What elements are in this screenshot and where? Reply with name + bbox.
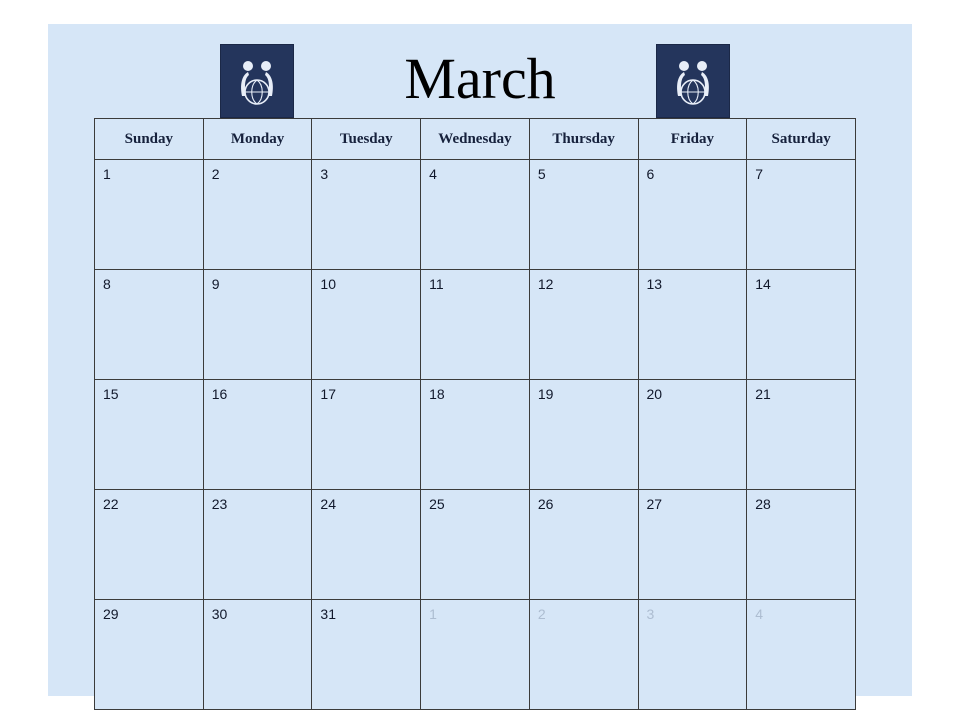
calendar-week-row <box>95 380 856 490</box>
calendar-day-cell[interactable]: 2 <box>203 160 312 270</box>
calendar-day-cell[interactable]: 6 <box>638 160 747 270</box>
calendar-day-cell[interactable]: 18 <box>421 380 530 490</box>
calendar-day-cell[interactable]: 17 <box>312 380 421 490</box>
calendar-day-cell[interactable]: 12 <box>529 270 638 380</box>
calendar-day-cell[interactable]: 22 <box>95 490 204 600</box>
calendar-day-cell-overflow[interactable]: 3 <box>638 600 747 710</box>
calendar-day-cell[interactable]: 20 <box>638 380 747 490</box>
calendar-day-cell[interactable]: 27 <box>638 490 747 600</box>
calendar-day-cell[interactable]: 19 <box>529 380 638 490</box>
calendar-day-cell-overflow[interactable]: 1 <box>421 600 530 710</box>
calendar-slide <box>48 24 912 696</box>
weekday-header-saturday: Saturday <box>747 119 856 160</box>
weekday-header-wednesday: Wednesday <box>421 119 530 160</box>
calendar-day-cell[interactable]: 11 <box>421 270 530 380</box>
calendar-day-cell[interactable]: 3 <box>312 160 421 270</box>
calendar-day-cell[interactable]: 5 <box>529 160 638 270</box>
gemini-twins-logo-right <box>656 44 730 118</box>
calendar-day-cell[interactable]: 15 <box>95 380 204 490</box>
calendar-day-cell[interactable]: 1 <box>95 160 204 270</box>
calendar-header-row <box>95 119 856 160</box>
calendar-day-cell[interactable]: 7 <box>747 160 856 270</box>
calendar-day-cell[interactable]: 13 <box>638 270 747 380</box>
calendar-grid <box>94 118 856 710</box>
calendar-day-cell[interactable]: 29 <box>95 600 204 710</box>
calendar-day-cell[interactable]: 30 <box>203 600 312 710</box>
calendar-day-cell[interactable]: 10 <box>312 270 421 380</box>
calendar-day-cell[interactable]: 26 <box>529 490 638 600</box>
calendar-week-row <box>95 270 856 380</box>
weekday-header-friday: Friday <box>638 119 747 160</box>
weekday-header-thursday: Thursday <box>529 119 638 160</box>
calendar-table <box>94 118 856 710</box>
gemini-zodiac-icon <box>664 52 722 110</box>
weekday-header-monday: Monday <box>203 119 312 160</box>
calendar-day-cell[interactable]: 9 <box>203 270 312 380</box>
calendar-day-cell[interactable]: 23 <box>203 490 312 600</box>
calendar-day-cell[interactable]: 16 <box>203 380 312 490</box>
calendar-day-cell[interactable]: 31 <box>312 600 421 710</box>
calendar-week-row <box>95 490 856 600</box>
calendar-day-cell-overflow[interactable]: 2 <box>529 600 638 710</box>
calendar-day-cell[interactable]: 24 <box>312 490 421 600</box>
calendar-day-cell[interactable]: 14 <box>747 270 856 380</box>
page-title: March <box>404 46 556 111</box>
calendar-day-cell[interactable]: 25 <box>421 490 530 600</box>
calendar-day-cell[interactable]: 21 <box>747 380 856 490</box>
calendar-day-cell[interactable]: 8 <box>95 270 204 380</box>
weekday-header-sunday: Sunday <box>95 119 204 160</box>
slide-header <box>48 24 912 120</box>
calendar-week-row <box>95 160 856 270</box>
weekday-header-tuesday: Tuesday <box>312 119 421 160</box>
calendar-day-cell[interactable]: 28 <box>747 490 856 600</box>
calendar-day-cell[interactable]: 4 <box>421 160 530 270</box>
calendar-week-row <box>95 600 856 710</box>
calendar-day-cell-overflow[interactable]: 4 <box>747 600 856 710</box>
